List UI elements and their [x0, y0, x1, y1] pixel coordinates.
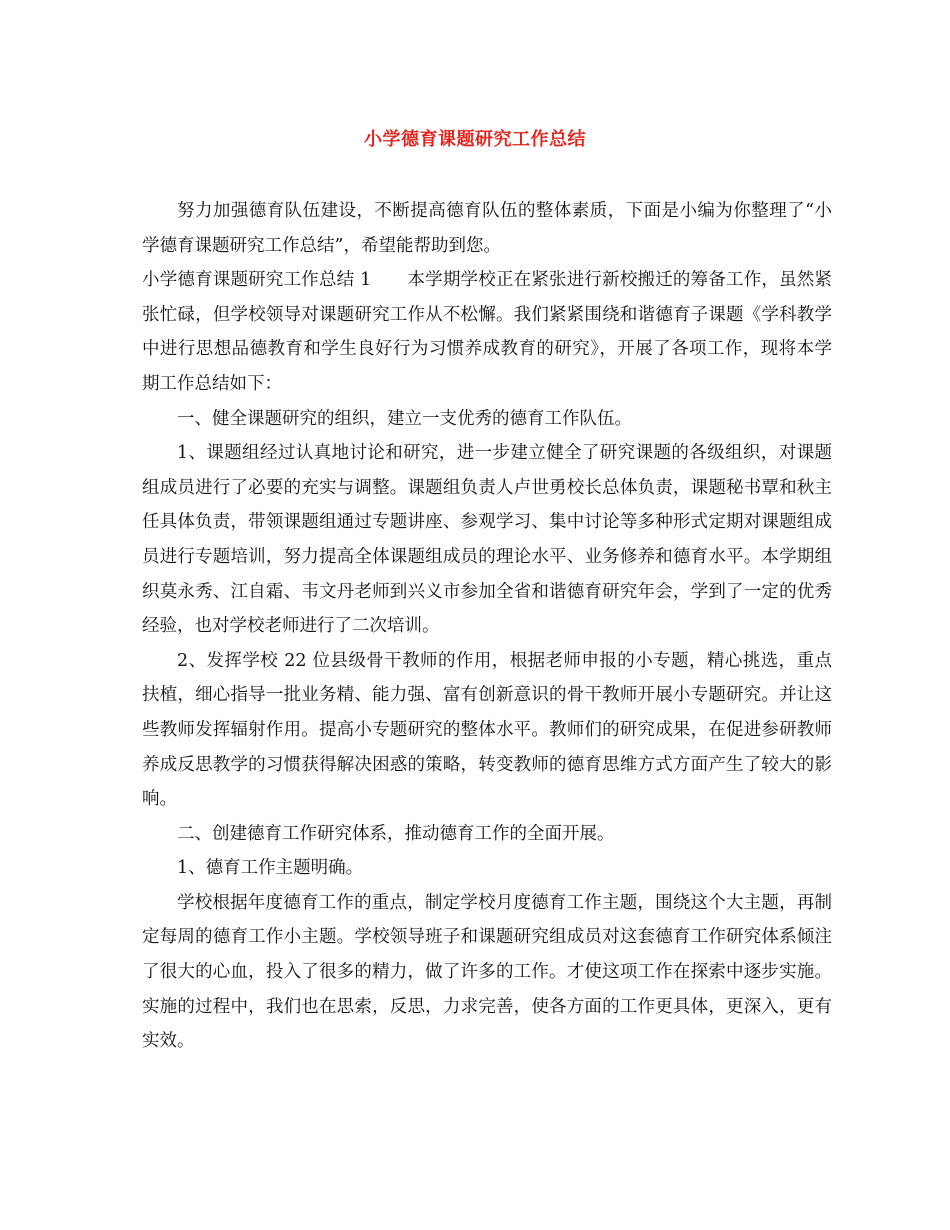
document-body [142, 194, 832, 1059]
part1-heading: 一、健全课题研究的组织，建立一支优秀的德育工作队伍。 [177, 408, 632, 429]
section-heading: 小学德育课题研究工作总结 1 [142, 270, 372, 291]
section-paragraph [142, 263, 832, 401]
part1-item1: 1、课题组经过认真地讨论和研究，进一步建立健全了研究课题的各级组织，对课题组成员进行了必要的充实与调整。课题组负责人卢世勇校长总体负责，课题秘书覃和秋主任具体负责，带领课题组通过专题讲座、参观学习、集中讨论等多种形式定期对课题组成员进行专题培训，努力提高全体课题组成员的理论水平、业务修养和德育水平。本学期组织莫永秀、江自霜、韦文丹老师到兴义市参加全省和谐德育研究年会，学到了一定的优秀经验，也对学校老师进行了二次培训。 [142, 443, 832, 637]
part2-paragraph: 学校根据年度德育工作的重点，制定学校月度德育工作主题，围绕这个大主题，再制定每周的德育工作小主题。学校领导班子和课题研究组成员对这套德育工作研究体系倾注了很大的心血，投入了很多的精力，做了许多的工作。才使这项工作在探索中逐步实施。实施的过程中，我们也在思索，反思，力求完善，使各方面的工作更具体，更深入，更有实效。 [142, 892, 832, 1052]
part2-heading: 二、创建德育工作研究体系，推动德育工作的全面开展。 [177, 823, 615, 844]
document-title: 小学德育课题研究工作总结 [364, 129, 586, 150]
part1-item2: 2、发挥学校 22 位县级骨干教师的作用，根据老师申报的小专题，精心挑选，重点扶植，细心指导一批业务精、能力强、富有创新意识的骨干教师开展小专题研究。并让这些教师发挥辐射作用。提高小专题研究的整体水平。教师们的研究成果，在促进参研教师养成反思教学的习惯获得解决困惑的策略，转变教师的德育思维方式方面产生了较大的影响。 [142, 650, 832, 810]
section-opening: 本学期学校正在紧张进行新校搬迁的筹备工作，虽然紧张忙碌，但学校领导对课题研究工作从不松懈。我们紧紧围绕和谐德育子课题《学科教学中进行思想品德教育和学生良好行为习惯养成教育的研究》，开展了各项工作，现将本学期工作总结如下： [142, 270, 832, 394]
part2-item1: 1、德育工作主题明确。 [177, 858, 364, 879]
intro-paragraph: 努力加强德育队伍建设，不断提高德育队伍的整体素质，下面是小编为你整理了“小学德育课题研究工作总结”，希望能帮助到您。 [142, 201, 832, 256]
